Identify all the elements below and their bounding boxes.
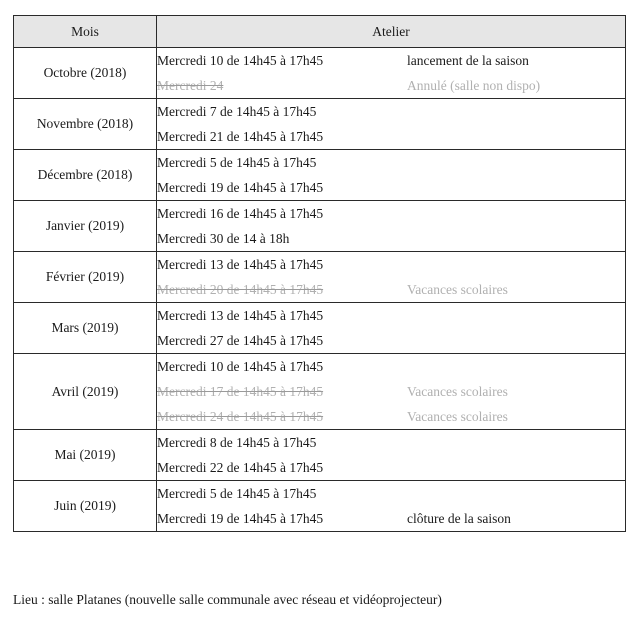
session-date: Mercredi 30 de 14 à 18h [157,231,290,246]
table-row [14,150,626,201]
session-date: Mercredi 16 de 14h45 à 17h45 [157,206,324,221]
header-row [14,16,626,48]
session-cancelled [157,379,625,404]
table-row [14,354,626,430]
session-cancelled [157,404,625,429]
month-cell: Juin (2019) [14,481,157,532]
session-date: Mercredi 8 de 14h45 à 17h45 [157,435,317,450]
session-item [157,303,625,328]
month-cell: Mars (2019) [14,303,157,354]
session-cancelled [157,73,625,98]
month-cell: Avril (2019) [14,354,157,430]
session-note: clôture de la saison [407,511,511,526]
session-item [157,175,625,200]
schedule-table [13,15,626,532]
session-note: Vacances scolaires [407,409,508,424]
table-row [14,252,626,303]
sessions-cell [157,99,626,150]
sessions-cell [157,252,626,303]
session-date: Mercredi 20 de 14h45 à 17h45 [157,282,324,297]
schedule-body [14,48,626,532]
session-note: Vacances scolaires [407,282,508,297]
session-date: Mercredi 10 de 14h45 à 17h45 [157,359,324,374]
location-note: Lieu : salle Platanes (nouvelle salle communale avec réseau et vidéoprojecteur) [13,592,442,607]
session-note: Annulé (salle non dispo) [407,78,541,93]
session-date: Mercredi 19 de 14h45 à 17h45 [157,511,324,526]
session-date: Mercredi 21 de 14h45 à 17h45 [157,129,324,144]
sessions-cell [157,201,626,252]
session-date: Mercredi 13 de 14h45 à 17h45 [157,257,324,272]
session-date: Mercredi 19 de 14h45 à 17h45 [157,180,324,195]
session-item [157,430,625,455]
session-cancelled [157,277,625,302]
sessions-cell [157,481,626,532]
session-date: Mercredi 13 de 14h45 à 17h45 [157,308,324,323]
sessions-cell [157,354,626,430]
session-item [157,328,625,353]
session-date: Mercredi 24 [157,78,224,93]
session-item [157,506,625,531]
session-date: Mercredi 10 de 14h45 à 17h45 [157,53,324,68]
session-item [157,252,625,277]
table-row [14,430,626,481]
month-cell: Février (2019) [14,252,157,303]
session-item [157,226,625,251]
table-row [14,481,626,532]
month-cell: Mai (2019) [14,430,157,481]
sessions-cell [157,150,626,201]
session-date: Mercredi 5 de 14h45 à 17h45 [157,486,317,501]
session-item [157,48,625,73]
month-cell: Novembre (2018) [14,99,157,150]
session-date: Mercredi 7 de 14h45 à 17h45 [157,104,317,119]
table-row [14,303,626,354]
month-cell: Octobre (2018) [14,48,157,99]
session-item [157,150,625,175]
session-date: Mercredi 22 de 14h45 à 17h45 [157,460,324,475]
session-item [157,354,625,379]
header-mois: Mois [14,16,157,48]
month-cell: Décembre (2018) [14,150,157,201]
table-row [14,99,626,150]
session-item [157,124,625,149]
month-cell: Janvier (2019) [14,201,157,252]
session-date: Mercredi 17 de 14h45 à 17h45 [157,384,324,399]
table-row [14,201,626,252]
session-date: Mercredi 27 de 14h45 à 17h45 [157,333,324,348]
session-note: Vacances scolaires [407,384,508,399]
session-date: Mercredi 24 de 14h45 à 17h45 [157,409,324,424]
session-date: Mercredi 5 de 14h45 à 17h45 [157,155,317,170]
header-atelier: Atelier [157,16,626,48]
session-note: lancement de la saison [407,53,529,68]
session-item [157,201,625,226]
sessions-cell [157,48,626,99]
session-item [157,455,625,480]
session-item [157,481,625,506]
session-item [157,99,625,124]
table-row [14,48,626,99]
sessions-cell [157,303,626,354]
sessions-cell [157,430,626,481]
